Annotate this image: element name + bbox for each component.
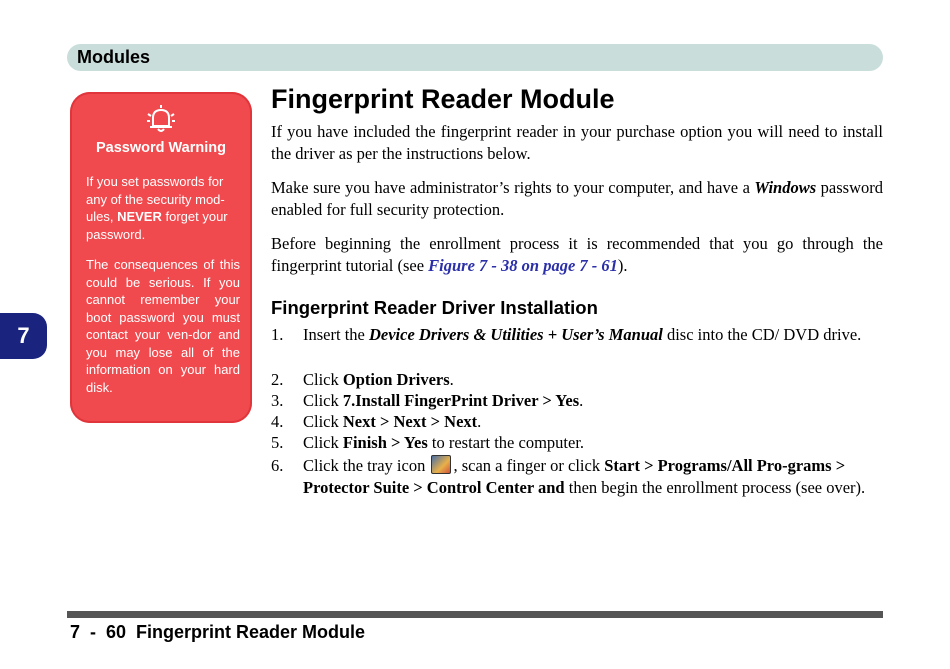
chapter-tab: 7: [0, 313, 47, 359]
step-body: [303, 432, 883, 454]
footer-page-label: 7 - 60 Fingerprint Reader Module: [70, 622, 366, 642]
alarm-bell-icon: [144, 104, 178, 134]
tutorial-paragraph: [271, 233, 883, 277]
tutorial-text: Before beginning the enrollment process it is recommended that you go through the fingerprint tutorial (see: [271, 234, 883, 275]
step-text-mid: , scan a finger or click: [453, 456, 605, 475]
page-title: Fingerprint Reader Module: [271, 84, 615, 114]
admin-text: Make sure you have administrator’s rights to your computer, and have a: [271, 178, 755, 197]
step-text-end: to restart the computer.: [427, 433, 585, 452]
step-text: Insert the: [303, 325, 369, 344]
admin-text-end: password enabled for full security protection.: [271, 178, 883, 219]
step-number: 1.: [271, 325, 284, 344]
warning-never-text: NEVER: [117, 209, 162, 224]
header-title: Modules: [77, 47, 151, 67]
step-body: [303, 390, 883, 412]
footer-rule: [67, 611, 883, 618]
step-number: 4.: [271, 412, 284, 431]
step-text-end: .: [477, 412, 482, 431]
step-body: [303, 324, 883, 346]
step-text: Click: [303, 433, 343, 452]
windows-text: Windows: [754, 178, 817, 197]
header-bar: [67, 44, 883, 71]
warning-paragraph-2: The consequences of this could be serious. If you cannot remember your boot password you must contact your ven-dor and you may lose all of the information on your hard disk.: [86, 257, 240, 395]
step-action: Finish > Yes: [342, 433, 428, 452]
step-body: [303, 455, 883, 498]
step-text: Click: [303, 412, 343, 431]
tutorial-text-end: ).: [617, 256, 628, 275]
figure-reference-link[interactable]: Figure 7 - 38 on page 7 - 61: [428, 256, 618, 275]
step-action: Start > Programs/All Pro-grams > Protector Suite > Control Center and: [303, 456, 846, 497]
step-body: [303, 411, 883, 433]
step-text-end: .: [579, 391, 584, 410]
step-text: Click the tray icon: [303, 456, 430, 475]
warning-p1-text: If you set passwords for any of the security mod-ules,: [86, 174, 225, 224]
step-text: Click: [303, 391, 343, 410]
intro-paragraph: If you have included the fingerprint reader in your purchase option you will need to install the driver as per the instructions below.: [271, 122, 883, 163]
step-action: Option Drivers: [342, 370, 450, 389]
password-warning-box: [70, 92, 252, 423]
admin-paragraph: [271, 177, 883, 221]
step-action: 7.Install FingerPrint Driver > Yes: [342, 391, 580, 410]
warning-title: Password Warning: [96, 140, 226, 156]
step-number: 5.: [271, 433, 284, 452]
step-body: [303, 369, 883, 391]
install-heading: Fingerprint Reader Driver Installation: [271, 297, 598, 318]
step-text-end: .: [449, 370, 454, 389]
step-text-end: then begin the enrollment process (see over).: [564, 477, 866, 497]
fingerprint-tray-icon: [431, 455, 451, 474]
disc-name: Device Drivers & Utilities + User’s Manual: [368, 325, 663, 344]
step-number: 6.: [271, 456, 284, 475]
step-text-end: disc into the CD/ DVD drive.: [662, 325, 862, 344]
step-text: Click: [303, 370, 343, 389]
step-number: 3.: [271, 391, 284, 410]
step-action: Next > Next > Next: [342, 412, 478, 431]
step-number: 2.: [271, 370, 284, 389]
warning-paragraph-1: [86, 173, 240, 243]
warning-p1-end: forget your password.: [86, 209, 228, 242]
